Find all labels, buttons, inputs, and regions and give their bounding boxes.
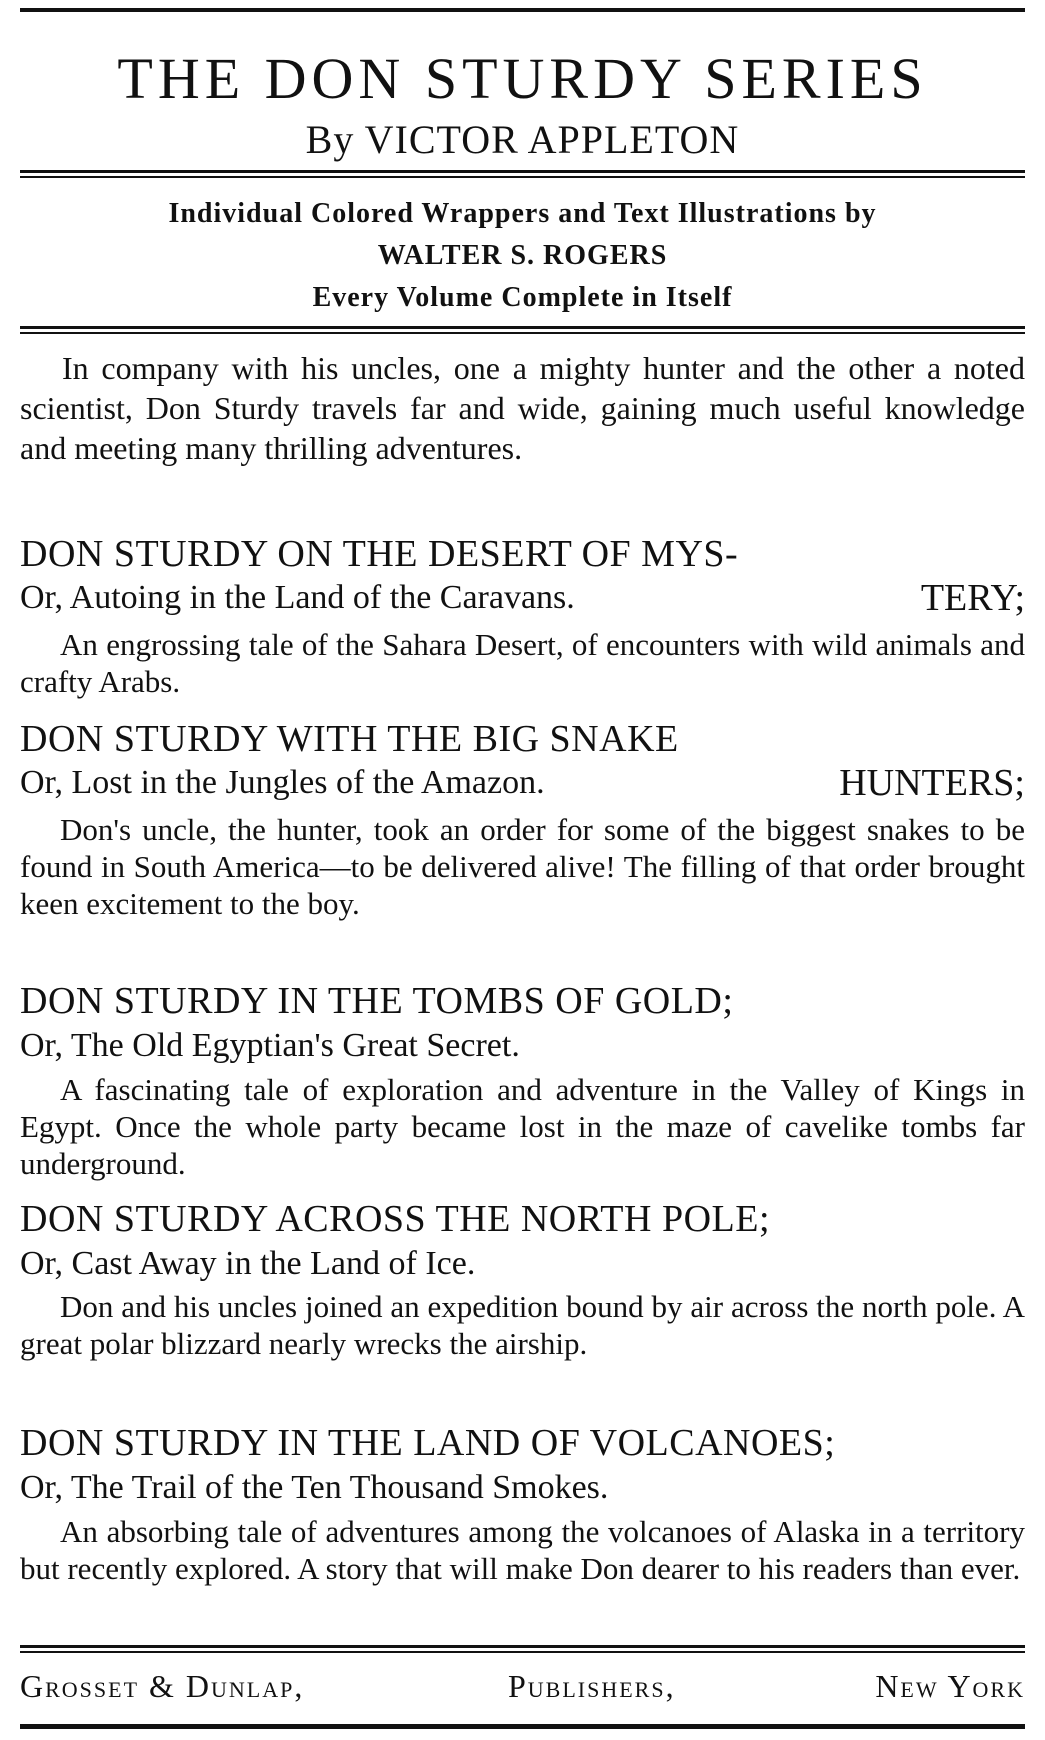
book-title-end: HUNTERS;: [839, 762, 1025, 804]
bottom-rule: [20, 1724, 1025, 1729]
book-subtitle: Or, Cast Away in the Land of Ice.: [20, 1245, 476, 1282]
publisher-name: Grosset & Dunlap,: [20, 1668, 305, 1704]
book-subtitle: Or, Autoing in the Land of the Caravans. TERY;: [20, 577, 1025, 619]
book-title: DON STURDY WITH THE BIG SNAKE: [20, 718, 679, 760]
book-title: DON STURDY IN THE TOMBS OF GOLD;: [20, 980, 734, 1022]
publisher-role: Publishers,: [508, 1668, 676, 1704]
book-description: An absorbing tale of adventures among the volcanoes of Alaska in a territory but recently explored. A story that will make Don dearer to his readers than ever.: [20, 1514, 1025, 1586]
series-title: THE DON STURDY SERIES: [117, 46, 928, 111]
credits-line-3: Every Volume Complete in Itself: [312, 282, 733, 313]
divider-rule: [20, 326, 1025, 334]
book-title-end: TERY;: [920, 577, 1025, 619]
intro-paragraph: In company with his uncles, one a mighty hunter and the other a noted scientist, Don Sturdy travels far and wide, gaining much useful knowledge and meeting many thrilling adventures.: [20, 350, 1025, 466]
footer-rule: [20, 1645, 1025, 1653]
book-subtitle: Or, Lost in the Jungles of the Amazon. HUNTERS;: [20, 762, 1025, 804]
credits-line-1: Individual Colored Wrappers and Text Illustrations by: [168, 198, 877, 229]
book-description: Don and his uncles joined an expedition bound by air across the north pole. A great polar blizzard nearly wrecks the airship.: [20, 1289, 1025, 1361]
credits-illustrator: WALTER S. ROGERS: [377, 240, 668, 271]
book-title: DON STURDY ACROSS THE NORTH POLE;: [20, 1198, 771, 1240]
book-title: DON STURDY ON THE DESERT OF MYS-: [20, 533, 739, 575]
divider-rule: [20, 170, 1025, 178]
book-subtitle: Or, The Trail of the Ten Thousand Smokes.: [20, 1469, 609, 1506]
top-rule: [20, 8, 1025, 12]
book-description: Don's uncle, the hunter, took an order for some of the biggest snakes to be found in South America—to be delivered alive! The filling of that order brought keen excitement to the boy.: [20, 812, 1025, 921]
book-description: An engrossing tale of the Sahara Desert, of encounters with wild animals and crafty Arabs.: [20, 627, 1025, 699]
book-description: A fascinating tale of exploration and adventure in the Valley of Kings in Egypt. Once the whole party became lost in the maze of cavelike tombs far underground.: [20, 1072, 1025, 1181]
book-title: DON STURDY IN THE LAND OF VOLCANOES;: [20, 1422, 836, 1464]
book-subtitle: Or, The Old Egyptian's Great Secret.: [20, 1027, 520, 1064]
publisher-city: New York: [875, 1668, 1025, 1704]
author-byline: By VICTOR APPLETON: [305, 117, 740, 162]
